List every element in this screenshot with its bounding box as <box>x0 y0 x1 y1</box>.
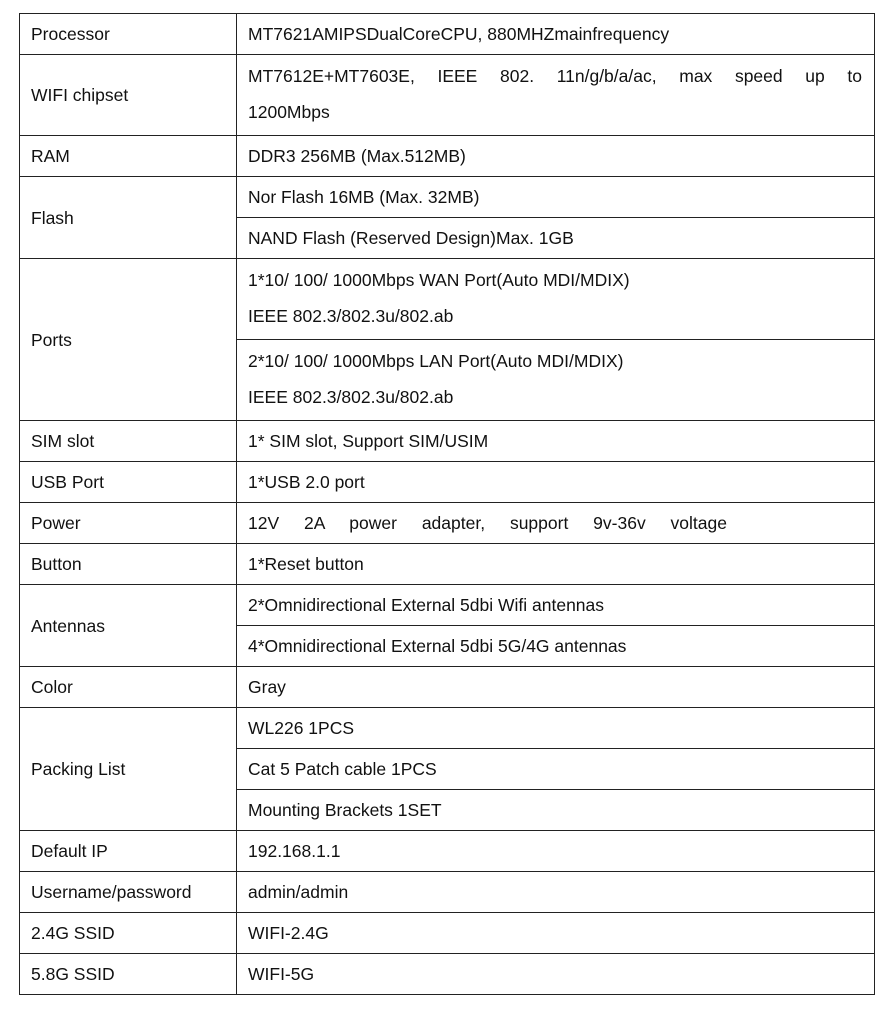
table-row-ssid-24 <box>20 913 875 954</box>
value-line: MT7612E+MT7603E, IEEE 802. 11n/g/b/a/ac, max speed up to <box>248 66 862 86</box>
value-line: IEEE 802.3/802.3u/802.ab <box>248 306 454 326</box>
row-value: Nor Flash 16MB (Max. 32MB) <box>237 177 875 218</box>
row-value: 2*Omnidirectional External 5dbi Wifi antennas <box>237 585 875 626</box>
table-row-power <box>20 503 875 544</box>
table-row-flash <box>20 177 875 218</box>
row-value: admin/admin <box>237 872 875 913</box>
row-value: Mounting Brackets 1SET <box>237 790 875 831</box>
row-label: Ports <box>20 259 237 421</box>
table-row-antennas <box>20 585 875 626</box>
table-row-ram <box>20 136 875 177</box>
row-label: Default IP <box>20 831 237 872</box>
table-row-processor <box>20 14 875 55</box>
value-line: 1*10/ 100/ 1000Mbps WAN Port(Auto MDI/MDIX) <box>248 270 630 290</box>
row-value: DDR3 256MB (Max.512MB) <box>237 136 875 177</box>
row-value <box>237 259 875 340</box>
row-value: 4*Omnidirectional External 5dbi 5G/4G antennas <box>237 626 875 667</box>
table-row-usb-port <box>20 462 875 503</box>
table-row-username-password <box>20 872 875 913</box>
row-value: 1*USB 2.0 port <box>237 462 875 503</box>
row-label: Button <box>20 544 237 585</box>
row-label: WIFI chipset <box>20 55 237 136</box>
row-label: Antennas <box>20 585 237 667</box>
row-label: SIM slot <box>20 421 237 462</box>
row-value: 1* SIM slot, Support SIM/USIM <box>237 421 875 462</box>
row-value: WIFI-5G <box>237 954 875 995</box>
table-row-default-ip <box>20 831 875 872</box>
row-label: 5.8G SSID <box>20 954 237 995</box>
value-line: 2*10/ 100/ 1000Mbps LAN Port(Auto MDI/MDIX) <box>248 351 624 371</box>
row-value <box>237 340 875 421</box>
row-label: Packing List <box>20 708 237 831</box>
table-row-wifi-chipset <box>20 55 875 136</box>
value-line: 1200Mbps <box>248 102 330 122</box>
row-label: Processor <box>20 14 237 55</box>
row-value: WIFI-2.4G <box>237 913 875 954</box>
value-line: IEEE 802.3/802.3u/802.ab <box>248 387 454 407</box>
row-value: 12V 2A power adapter, support 9v-36v voltage <box>237 503 875 544</box>
row-value: Cat 5 Patch cable 1PCS <box>237 749 875 790</box>
row-value <box>237 55 875 136</box>
row-label: 2.4G SSID <box>20 913 237 954</box>
row-label: Flash <box>20 177 237 259</box>
row-value: WL226 1PCS <box>237 708 875 749</box>
row-value: Gray <box>237 667 875 708</box>
table-row-button <box>20 544 875 585</box>
table-row-sim-slot <box>20 421 875 462</box>
row-label: Username/password <box>20 872 237 913</box>
spec-table <box>19 13 875 995</box>
row-label: Color <box>20 667 237 708</box>
table-row-ports <box>20 259 875 340</box>
row-value: 192.168.1.1 <box>237 831 875 872</box>
row-value: 1*Reset button <box>237 544 875 585</box>
row-value: MT7621AMIPSDualCoreCPU, 880MHZmainfrequency <box>237 14 875 55</box>
row-label: RAM <box>20 136 237 177</box>
table-row-color <box>20 667 875 708</box>
row-value: NAND Flash (Reserved Design)Max. 1GB <box>237 218 875 259</box>
row-label: Power <box>20 503 237 544</box>
table-row-ssid-58 <box>20 954 875 995</box>
row-label: USB Port <box>20 462 237 503</box>
table-row-packing-list <box>20 708 875 749</box>
